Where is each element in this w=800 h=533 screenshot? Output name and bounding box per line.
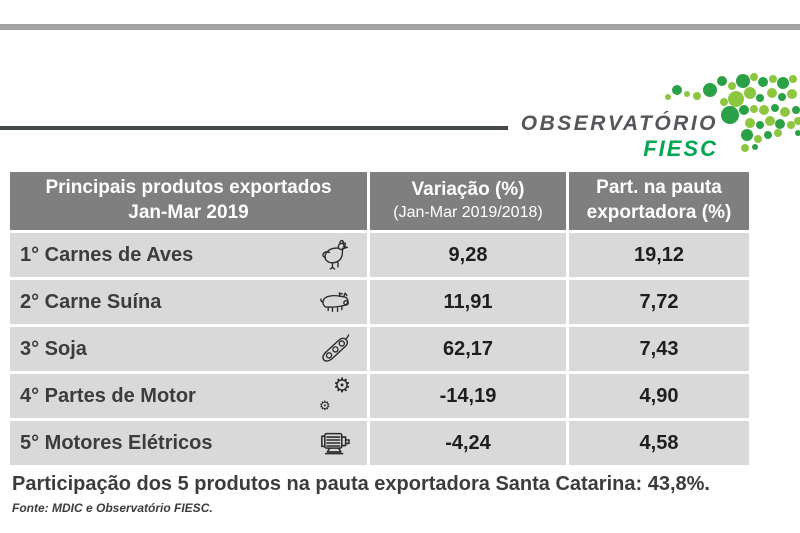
- header-share: [569, 172, 749, 230]
- header-products-line2: Jan-Mar 2019: [128, 202, 249, 223]
- share-value: 4,58: [569, 421, 749, 465]
- participation-note: Participação dos 5 produtos na pauta exportadora Santa Catarina: 43,8%.: [12, 473, 710, 495]
- table-row: [10, 421, 367, 465]
- exports-table: [10, 172, 749, 465]
- gear-small-icon: ⚙: [319, 399, 331, 414]
- product-label: 3° Soja: [20, 337, 87, 360]
- share-value: 19,12: [569, 233, 749, 277]
- variation-value: -14,19: [370, 374, 566, 418]
- product-label: 2° Carne Suína: [20, 290, 162, 313]
- product-label: 4° Partes de Motor: [20, 384, 196, 407]
- variation-value: -4,24: [370, 421, 566, 465]
- table-row: [10, 280, 367, 324]
- product-label: 5° Motores Elétricos: [20, 431, 213, 454]
- top-accent-bar: [0, 24, 800, 30]
- soybean-icon: [317, 331, 353, 367]
- logo-subtitle: FIESC: [643, 136, 718, 161]
- product-label: 1° Carnes de Aves: [20, 243, 194, 266]
- header-variation-line2: (Jan-Mar 2019/2018): [393, 203, 543, 221]
- motor-icon: [317, 425, 353, 461]
- variation-value: 11,91: [370, 280, 566, 324]
- source-note: Fonte: MDIC e Observatório FIESC.: [12, 501, 213, 515]
- gears-icon: [317, 373, 353, 414]
- gear-large-icon: ⚙: [333, 373, 351, 397]
- variation-value: 9,28: [370, 233, 566, 277]
- header-share-line1: Part. na pauta: [596, 177, 722, 199]
- header-variation: [370, 172, 566, 230]
- table-row: [10, 327, 367, 371]
- header-share-line2: exportadora (%): [586, 202, 732, 223]
- variation-value: 62,17: [370, 327, 566, 371]
- share-value: 7,72: [569, 280, 749, 324]
- table-row: [10, 374, 367, 418]
- pig-icon: [317, 284, 353, 320]
- chicken-icon: [317, 237, 353, 273]
- header-variation-line1: Variação (%): [411, 179, 525, 201]
- share-value: 7,43: [569, 327, 749, 371]
- divider-line: [0, 126, 508, 130]
- logo-title: OBSERVATÓRIO: [520, 112, 718, 135]
- share-value: 4,90: [569, 374, 749, 418]
- header-products: [10, 172, 367, 230]
- table-row: [10, 233, 367, 277]
- header-products-line1: Principais produtos exportados: [45, 177, 332, 199]
